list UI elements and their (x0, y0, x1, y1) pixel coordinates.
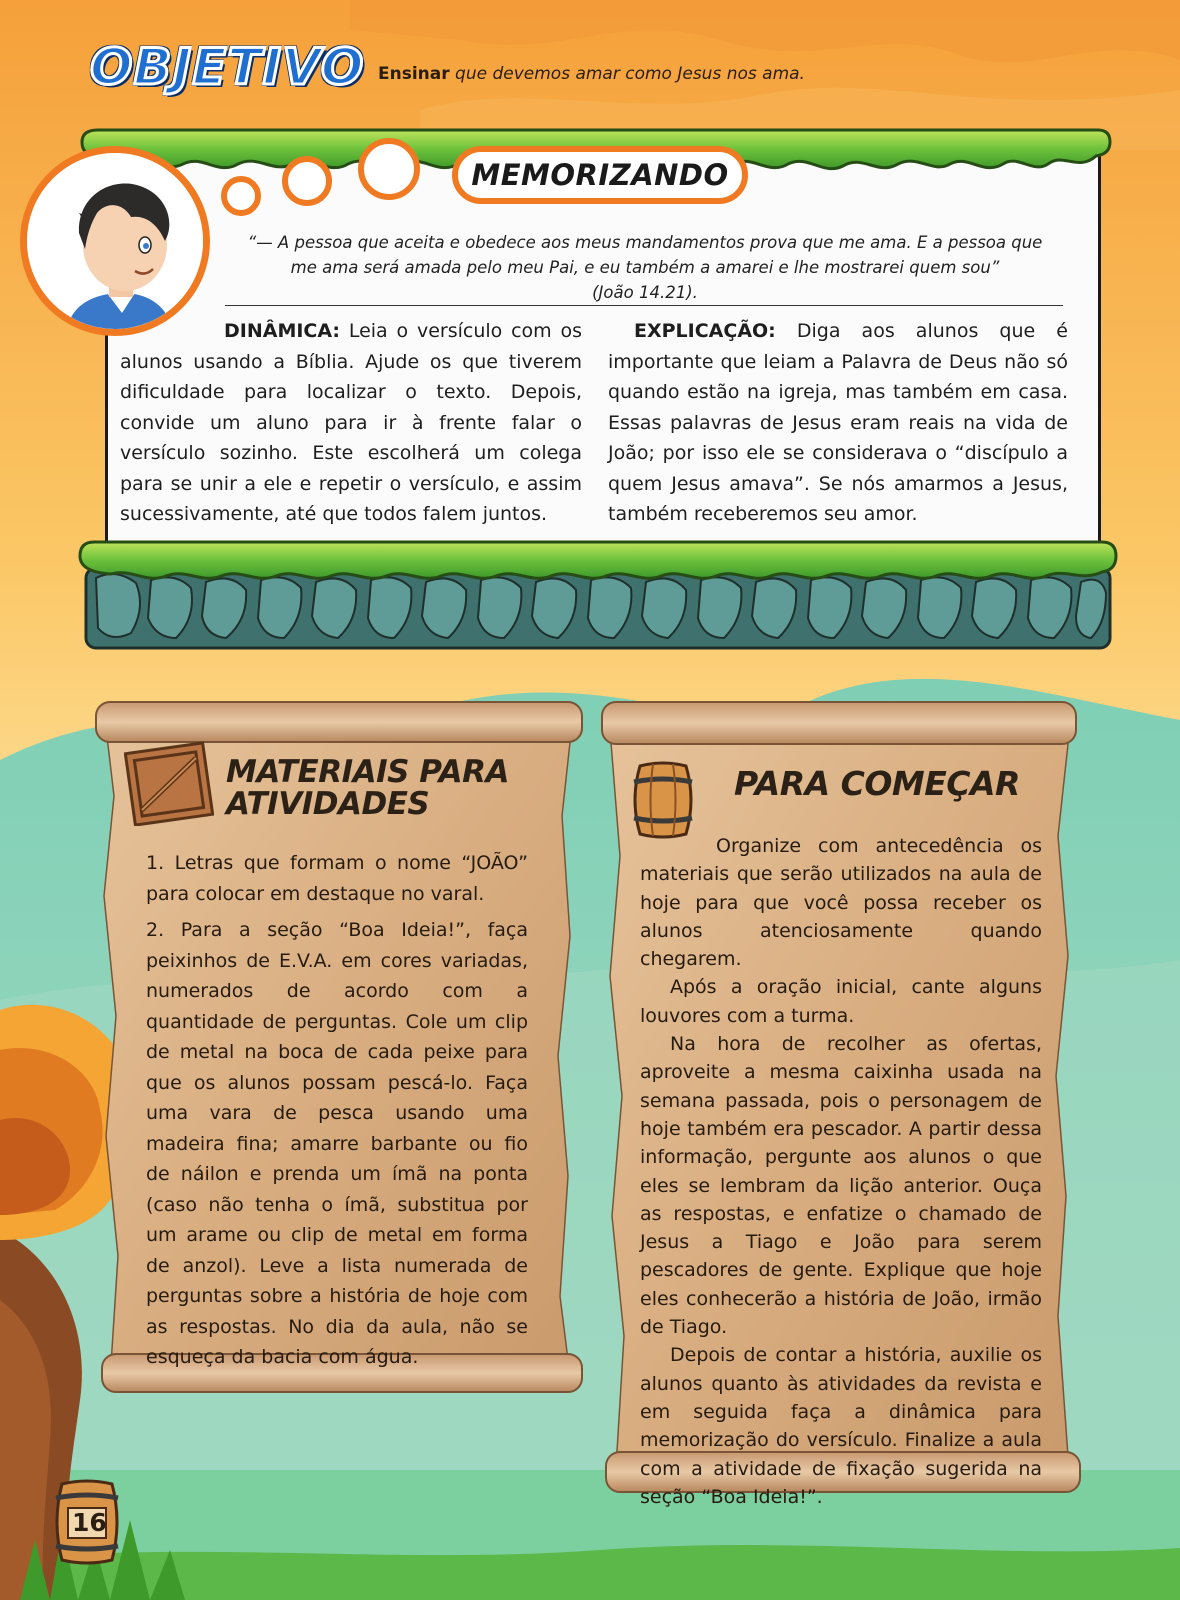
para-comecar-paragraph-1: Organize com antecedência os materiais que serão utilizados na aula de hoje para que você possa receber os alunos atenciosamente quando chegarem. (640, 835, 1042, 971)
para-comecar-text (640, 832, 1042, 1511)
materiais-list (146, 848, 528, 1373)
objetivo-body: que devemos amar como Jesus nos ama. (449, 64, 805, 84)
materiais-item-1: 1. Letras que formam o nome “JOÃO” para colocar em destaque no varal. (146, 852, 528, 905)
explicacao-text: Diga aos alunos que é importante que leiam a Palavra de Deus não só quando estão na igreja, mas também em casa. Essas palavras de Jesus eram reais na vida de João; por isso ele se considerava o “discípulo a quem Jesus amava”. Se nós amarmos a Jesus, também receberemos seu amor. (608, 320, 1068, 525)
dinamica-column (120, 316, 582, 530)
dinamica-text: Leia o versículo com os alunos usando a Bíblia. Ajude os que tiverem dificuldade para localizar o texto. Depois, convide um aluno para ir à frente falar o versículo sozinho. Este escolherá um colega para se unir a ele e repetir o versículo, e assim sucessivamente, até que todos falem juntos. (120, 320, 582, 525)
page-number: 16 (72, 1508, 107, 1537)
explicacao-label: EXPLICAÇÃO: (634, 320, 776, 342)
para-comecar-paragraph-2: Após a oração inicial, cante alguns louvores com a turma. (640, 976, 1042, 1027)
materiais-title-line-1: MATERIAIS PARA (226, 754, 509, 790)
verse-line-1: “— A pessoa que aceita e obedece aos meus mandamentos prova que me ama. E a pessoa que (247, 233, 1043, 252)
para-comecar-title: PARA COMEÇAR (734, 764, 1020, 803)
avatar (20, 146, 210, 336)
thought-bubble-small (221, 176, 261, 216)
crate-icon (124, 740, 214, 826)
memorizando-title: MEMORIZANDO (471, 158, 729, 192)
objetivo-lead: Ensinar (378, 64, 450, 84)
divider (225, 305, 1063, 306)
verse-line-2: me ama será amada pelo meu Pai, e eu também a amarei e lhe mostrarei quem sou” (290, 258, 1000, 277)
materiais-title (226, 756, 509, 820)
dinamica-label: DINÂMICA: (224, 320, 341, 342)
thought-bubble-medium (282, 156, 332, 206)
thought-bubble-large (358, 138, 420, 200)
rock-ground-strip (76, 538, 1120, 656)
objetivo-title: OBJETIVO (90, 38, 365, 96)
para-comecar-paragraph-3: Na hora de recolher as ofertas, aproveite a mesma caixinha usada na semana passada, pois o personagem de hoje também era pescador. A partir dessa informação, pergunte aos alunos o que eles se lembram da lição anterior. Ouça as respostas, e enfatize o chamado de Jesus a Tiago e João para serem pescadores de gente. Explique que hoje eles conhecerão a história de João, irmão de Tiago. (640, 1033, 1042, 1339)
explicacao-column (608, 316, 1068, 530)
memorizando-badge (452, 146, 748, 204)
objetivo-text (378, 64, 805, 84)
materiais-title-line-2: ATIVIDADES (226, 786, 430, 822)
para-comecar-paragraph-4: Depois de contar a história, auxilie os alunos quanto às atividades da revista e em seguida faça a dinâmica para memorização do versículo. Finalize a aula com a atividade de fixação sugerida na seção “Boa Ideia!”. (640, 1344, 1042, 1508)
memory-verse (230, 230, 1060, 305)
verse-reference: (João 14.21). (592, 283, 698, 302)
barrel-icon (628, 760, 698, 840)
materiais-item-2: 2. Para a seção “Boa Ideia!”, faça peixinhos de E.V.A. em cores variadas, numerados de acordo com a quantidade de perguntas. Cole um clip de metal na boca de cada peixe para que os alunos possam pescá-lo. Faça uma vara de pesca usando uma madeira fina; amarre barbante ou fio de náilon e prenda um ímã na ponta (caso não tenha o ímã, substitua por um arame ou clip de metal em forma de anzol). Leve a lista numerada de perguntas sobre a história de hoje com as respostas. No dia da aula, não se esqueça da bacia com água. (146, 919, 528, 1368)
boy-character-icon (27, 153, 203, 329)
